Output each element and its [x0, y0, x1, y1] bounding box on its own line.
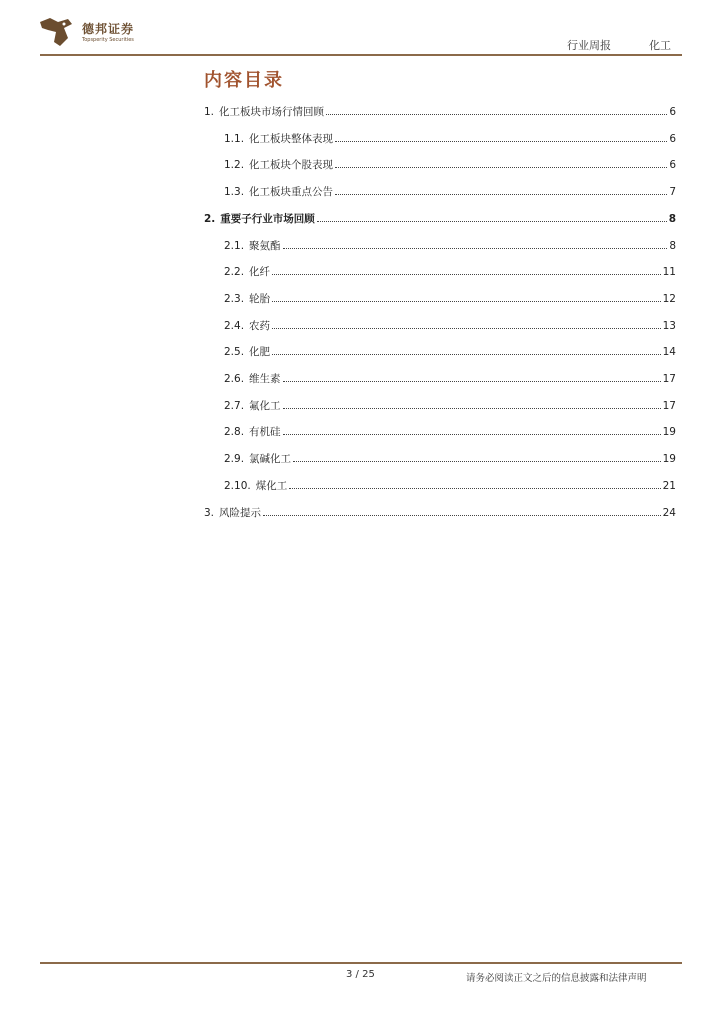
toc-entry[interactable]: [224, 451, 676, 467]
legal-disclaimer: 请务必阅读正文之后的信息披露和法律声明: [466, 973, 647, 984]
toc-entry[interactable]: [224, 291, 676, 307]
toc-entry-number: 2.8.: [224, 426, 245, 439]
toc-entry-number: 3.: [204, 506, 215, 519]
toc-entry[interactable]: [224, 478, 676, 494]
toc-entry-page: 13: [662, 319, 676, 332]
toc-entry-number: 2.: [204, 212, 216, 225]
toc-leader-dots: [272, 354, 661, 355]
toc-entry-page: 7: [669, 186, 676, 199]
toc-entry[interactable]: [224, 157, 676, 173]
toc-entry-label: 氯碱化工: [249, 453, 292, 466]
toc-entry-label: 风险提示: [219, 506, 262, 519]
toc-entry-label: 化纤: [249, 266, 271, 279]
toc-entry-number: 2.4.: [224, 319, 245, 332]
toc-entry-page: 24: [662, 506, 676, 519]
toc-entry-number: 2.3.: [224, 292, 245, 305]
toc-entry[interactable]: [224, 131, 676, 147]
toc-entry-page: 14: [662, 346, 676, 359]
toc-entry-page: 8: [669, 239, 676, 252]
company-logo-icon: [38, 16, 74, 48]
toc-entry-number: 1.2.: [224, 159, 245, 172]
toc-entry-number: 1.1.: [224, 132, 245, 145]
toc-leader-dots: [263, 515, 661, 516]
toc-entry-label: 煤化工: [255, 479, 288, 492]
toc-leader-dots: [317, 221, 667, 222]
toc-entry-label: 化工板块整体表现: [249, 132, 334, 145]
toc-entry-label: 轮胎: [249, 292, 271, 305]
toc-entry[interactable]: [204, 505, 676, 521]
toc-leader-dots: [272, 301, 661, 302]
toc-entry-label: 有机硅: [249, 426, 281, 439]
toc-entry-page: 21: [662, 479, 676, 492]
toc-entry-label: 聚氨酯: [249, 239, 281, 252]
toc-entry-page: 11: [662, 266, 676, 279]
toc-entry-number: 2.6.: [224, 373, 245, 385]
toc-entry-number: 2.9.: [224, 453, 245, 466]
toc-leader-dots: [326, 114, 667, 115]
toc-leader-dots: [289, 488, 660, 489]
toc-entry[interactable]: [224, 318, 676, 334]
header-rule: [40, 54, 682, 56]
toc-leader-dots: [335, 141, 667, 142]
toc-leader-dots: [293, 461, 661, 462]
toc-entry-page: 6: [669, 159, 676, 172]
toc-entry-label: 化工板块重点公告: [249, 186, 334, 199]
toc-entry-label: 重要子行业市场回顾: [220, 212, 315, 225]
toc-entry[interactable]: [204, 211, 676, 227]
toc-leader-dots: [335, 194, 667, 195]
report-type: 行业周报: [567, 39, 611, 52]
toc-entry-page: 19: [662, 453, 676, 466]
toc-entry-page: 17: [662, 399, 676, 412]
toc-entry-label: 化工板块市场行情回顾: [219, 106, 325, 118]
toc-entry-number: 2.10.: [224, 479, 251, 492]
toc-entry[interactable]: [224, 264, 676, 280]
toc-entry-label: 维生素: [249, 373, 281, 385]
toc-entry-number: 2.5.: [224, 346, 245, 359]
toc-entry[interactable]: [204, 104, 676, 120]
toc-entry[interactable]: [224, 371, 676, 387]
toc-title: 内容目录: [204, 70, 284, 91]
toc-entry-label: 化肥: [249, 346, 271, 359]
toc-leader-dots: [283, 434, 661, 435]
toc-leader-dots: [283, 248, 668, 249]
toc-leader-dots: [335, 167, 667, 168]
sector-name: 化工: [649, 39, 671, 52]
toc-entry-label: 化工板块个股表现: [249, 159, 334, 172]
toc-leader-dots: [272, 274, 661, 275]
toc-entry[interactable]: [224, 398, 676, 414]
toc-entry[interactable]: [224, 344, 676, 360]
toc-entry-number: 2.2.: [224, 266, 245, 279]
logo-english-name: Topsperity Securities: [82, 37, 134, 43]
toc-leader-dots: [283, 381, 661, 382]
page-number: 3 / 25: [346, 969, 375, 980]
toc-entry-page: 6: [669, 106, 676, 118]
toc-entry-number: 1.3.: [224, 186, 245, 199]
toc-entry-number: 2.1.: [224, 239, 245, 252]
toc-leader-dots: [272, 328, 661, 329]
toc-entry[interactable]: [224, 184, 676, 200]
toc-entry-page: 6: [669, 132, 676, 145]
toc-entry-number: 2.7.: [224, 399, 245, 412]
toc-entry[interactable]: [224, 424, 676, 440]
logo-chinese-name: 德邦证券: [82, 22, 135, 36]
toc-entry-page: 8: [668, 212, 676, 225]
company-logo: [38, 16, 158, 50]
toc-leader-dots: [283, 408, 661, 409]
toc-entry[interactable]: [224, 238, 676, 254]
toc-entry-page: 12: [662, 292, 676, 305]
toc-entry-page: 17: [662, 373, 676, 385]
toc-entry-label: 氟化工: [249, 399, 281, 412]
toc-entry-page: 19: [662, 426, 676, 439]
toc-entry-number: 1.: [204, 106, 215, 118]
toc-entry-label: 农药: [249, 319, 271, 332]
footer-rule: [40, 962, 682, 964]
